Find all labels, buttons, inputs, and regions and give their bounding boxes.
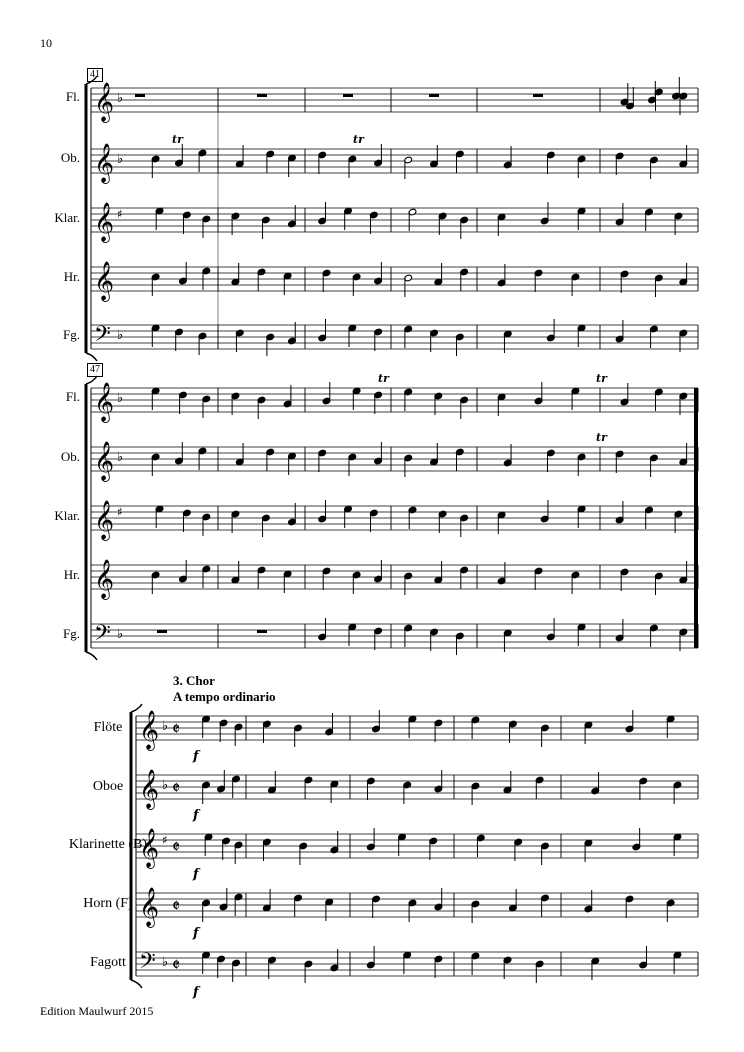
bass-clef-icon: 𝄢 xyxy=(139,949,156,979)
treble-clef-icon: 𝄞 xyxy=(94,202,115,242)
trill-mark: tr xyxy=(596,431,607,444)
instrument-label-clarinet: Klar. xyxy=(54,508,80,523)
instrument-label-clarinet: Klar. xyxy=(54,210,80,225)
whole-rest xyxy=(157,630,167,633)
bass-clef-icon: 𝄢 xyxy=(94,322,111,352)
whole-rest xyxy=(257,630,267,633)
publisher-footer: Edition Maulwurf 2015 xyxy=(40,1004,154,1018)
dynamic-forte: f xyxy=(193,985,199,1000)
treble-clef-icon: 𝄞 xyxy=(94,143,115,183)
instrument-label-floete: Flöte xyxy=(93,720,123,735)
cut-time-icon: 𝄵 xyxy=(172,837,181,858)
dynamic-forte: f xyxy=(193,926,199,941)
sharp-key-icon: ♯ xyxy=(117,207,123,221)
cut-time-icon: 𝄵 xyxy=(172,778,181,799)
system-bracket-hook xyxy=(86,353,97,361)
instrument-label-klarinette: Klarinette (B) xyxy=(68,837,148,852)
instrument-label-flute: Fl. xyxy=(65,89,80,104)
whole-rest xyxy=(257,94,267,97)
measure-number-47: 47 xyxy=(87,363,103,377)
treble-clef-icon: 𝄞 xyxy=(94,441,115,481)
treble-clef-icon: 𝄞 xyxy=(139,769,160,809)
system-bracket-hook xyxy=(86,652,97,660)
instrument-label-horn: Hr. xyxy=(63,567,80,582)
final-barline xyxy=(694,388,698,648)
whole-rest xyxy=(429,94,439,97)
whole-rest xyxy=(343,94,353,97)
sharp-key-icon: ♯ xyxy=(162,833,168,847)
instrument-label-flute: Fl. xyxy=(65,389,80,404)
treble-clef-icon: 𝄞 xyxy=(94,559,115,599)
flat-key-icon: ♭ xyxy=(117,391,124,406)
treble-clef-icon: 𝄞 xyxy=(94,82,115,122)
flat-key-icon: ♭ xyxy=(117,91,124,106)
instrument-label-oboe: Oboe xyxy=(92,779,124,794)
trill-mark: tr xyxy=(378,372,389,385)
dynamic-forte: f xyxy=(193,867,199,882)
page-number: 10 xyxy=(40,36,52,50)
flat-key-icon: ♭ xyxy=(162,719,169,734)
dynamic-forte: f xyxy=(193,749,199,764)
system-bracket-hook xyxy=(131,980,142,988)
bass-clef-icon: 𝄢 xyxy=(94,621,111,651)
treble-clef-icon: 𝄞 xyxy=(94,382,115,422)
instrument-label-horn: Hr. xyxy=(63,269,80,284)
whole-rest xyxy=(533,94,543,97)
flat-key-icon: ♭ xyxy=(117,152,124,167)
treble-clef-icon: 𝄞 xyxy=(94,261,115,301)
trill-mark: tr xyxy=(172,133,183,146)
instrument-label-bassoon: Fg. xyxy=(63,327,80,342)
trill-mark: tr xyxy=(353,133,364,146)
flat-key-icon: ♭ xyxy=(162,955,169,970)
instrument-label-oboe: Ob. xyxy=(60,150,80,165)
measure-number-41: 41 xyxy=(87,68,103,82)
instrument-label-horn: Horn (F) xyxy=(83,896,133,911)
treble-clef-icon: 𝄞 xyxy=(94,500,115,540)
cut-time-icon: 𝄵 xyxy=(172,719,181,740)
movement-title: 3. Chor xyxy=(173,673,215,688)
treble-clef-icon: 𝄞 xyxy=(139,710,160,750)
cut-time-icon: 𝄵 xyxy=(172,896,181,917)
treble-clef-icon: 𝄞 xyxy=(139,828,160,868)
cut-time-icon: 𝄵 xyxy=(172,955,181,976)
sharp-key-icon: ♯ xyxy=(117,505,123,519)
flat-key-icon: ♭ xyxy=(117,450,124,465)
instrument-label-bassoon: Fg. xyxy=(63,626,80,641)
instrument-label-fagott: Fagott xyxy=(90,955,126,970)
flat-key-icon: ♭ xyxy=(162,778,169,793)
flat-key-icon: ♭ xyxy=(117,328,124,343)
flat-key-icon: ♭ xyxy=(117,627,124,642)
instrument-label-oboe: Ob. xyxy=(60,449,80,464)
whole-rest xyxy=(135,94,145,97)
treble-clef-icon: 𝄞 xyxy=(139,887,160,927)
trill-mark: tr xyxy=(596,372,607,385)
dynamic-forte: f xyxy=(193,808,199,823)
tempo-marking: A tempo ordinario xyxy=(173,689,276,704)
